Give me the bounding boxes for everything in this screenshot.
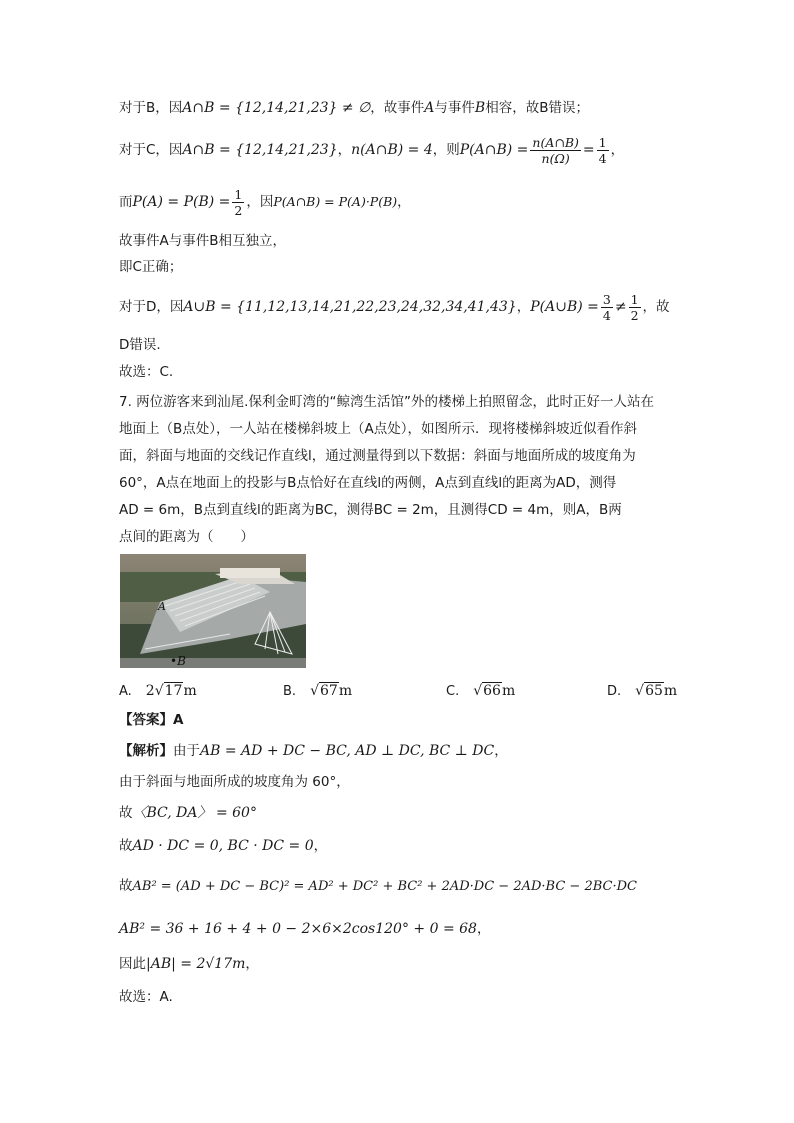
point-a-label: A [158,600,166,613]
option-value: √66m [473,683,516,699]
text: 与事件 [434,100,475,116]
solution-line-4 [119,836,327,856]
text: ，故事件 [370,100,425,116]
text: ， [516,299,531,315]
question-line: AD = 6m，B点到直线l的距离为BC，测得BC = 2m，且测得CD = 4m，则A，B两 [119,502,622,518]
fraction [629,292,641,323]
question-line: 面，斜面与地面的交线记作直线l，通过测量得到以下数据：斜面与地面所成的坡度角为 [119,448,636,464]
option-letter: C. [446,684,460,699]
independence-conclusion: 故事件A与事件B相互独立， [119,233,286,249]
text: 相容，故B错误； [485,100,589,116]
numerator: n(A∩B) [532,134,579,150]
math-expression: AB² = 36 + 16 + 4 + 0 − 2×6×2cos120° + 0 = 68 [119,921,477,937]
unit: m [501,683,516,699]
text: ，因 [246,194,274,210]
numerator: 3 [602,291,611,307]
text: 故 [119,805,133,821]
math-expression: A∩B = {12,14,21,23} [182,142,338,158]
numerator: 1 [598,134,607,150]
math-expression: P(A) = P(B) = [132,194,231,210]
not-equal-sign: ≠ [614,299,627,315]
math-expression: AB = AD + DC − BC, AD ⊥ DC, BC ⊥ DC [200,743,495,759]
fraction [601,292,613,323]
text: 故 [119,878,133,894]
math-expression: A∩B = {12,14,21,23} ≠ ∅ [182,100,371,116]
numerator: 1 [630,291,639,307]
text: ， [313,838,328,854]
text: 由于 [173,743,200,759]
answer-label: 【答案】 [119,712,173,728]
math-expression: 〈BC, DA〉 = 60° [132,805,257,821]
option-value: 2√17m [145,683,197,699]
unit: m [663,683,678,699]
text: ， [494,743,508,759]
variable: B [474,100,486,116]
radicand: 66 [483,683,501,699]
option-d-wrong: D错误. [119,337,161,353]
text: ， [476,921,491,937]
math-expression: P(A∩B) = [459,142,529,158]
text: 对于B，因 [119,100,183,116]
math-expression: n(A∩B) = 4 [351,142,433,158]
radicand: 17 [164,683,183,699]
denominator: n(Ω) [541,150,570,166]
option-letter: B. [283,684,297,699]
coefficient: 2 [145,683,155,699]
unit: m [338,683,353,699]
unit: m [183,683,197,699]
variable: A [424,100,435,116]
option-letter: D. [607,684,622,699]
solution-label: 【解析】 [119,743,173,759]
text: ， [337,142,352,158]
solution-line-1 [119,741,508,761]
question-7-stem [119,389,654,551]
text: 对于D，因 [119,299,184,315]
option-b[interactable] [283,681,352,702]
option-a[interactable] [119,681,197,702]
option-c[interactable] [446,681,515,702]
option-d-analysis [119,291,670,323]
text: ， [397,194,411,210]
solution-line-6 [119,919,490,939]
denominator: 2 [630,307,639,323]
fraction [530,135,581,166]
math-expression: A∪B = {11,12,13,14,21,22,23,24,32,34,41,43} [183,299,517,315]
text: ，故 [642,299,670,315]
denominator: 2 [234,202,243,218]
question-line: 60°，A点在地面上的投影与B点恰好在直线l的两侧，A点到直线l的距离为AD，测得 [119,475,617,491]
question-line: 点间的距离为（ ） [119,529,254,545]
solution-line-7 [119,954,259,974]
option-value: √67m [310,683,353,699]
denominator: 4 [598,150,607,166]
solution-line-2: 由于斜面与地面所成的坡度角为 60°， [119,774,350,790]
text: ， [610,142,625,158]
denominator: 4 [602,307,611,323]
math-expression: AD · DC = 0, BC · DC = 0 [132,838,314,854]
answer-line [119,710,183,730]
text: 故 [119,838,133,854]
question-line: 7. 两位游客来到汕尾.保利金町湾的“鲸湾生活馆”外的楼梯上拍照留念，此时正好一人站在 [119,394,654,410]
choose-c: 故选：C. [119,364,174,380]
fraction [232,187,244,218]
radicand: 65 [645,683,663,699]
text: 而 [119,194,133,210]
math-expression: P(A∩B) = P(A)·P(B) [273,194,398,209]
option-letter: A. [119,684,132,699]
math-expression: P(A∪B) = [530,299,599,315]
staircase-photo [120,554,306,668]
option-c-analysis [119,134,624,166]
option-c-correct: 即C正确； [119,259,183,275]
photo-illustration [120,554,306,668]
point-b-label: •B [170,654,186,668]
numerator: 1 [234,186,243,202]
option-value: √65m [635,683,678,699]
answer-value: A [173,712,184,728]
text: 因此 [119,956,146,972]
option-c-probability [119,186,411,218]
solution-line-8: 故选：A. [119,989,173,1005]
question-line: 地面上（B点处），一人站在楼梯斜坡上（A点处），如图所示．现将楼梯斜坡近似看作斜 [119,421,637,437]
text: ，则 [432,142,460,158]
math-expression: AB² = (AD + DC − BC)² = AD² + DC² + BC² + 2AD·DC − 2AD·BC − 2BC·DC [132,879,637,894]
fraction [597,135,609,166]
radicand: 67 [319,683,338,699]
option-d[interactable] [607,681,677,702]
math-expression: |AB| = 2√17m [146,956,246,972]
solution-line-3 [119,803,257,823]
equals-sign: = [582,142,595,158]
text: 对于C，因 [119,142,183,158]
option-b-analysis [119,98,589,118]
solution-line-5 [119,876,637,897]
text: ， [245,956,259,972]
